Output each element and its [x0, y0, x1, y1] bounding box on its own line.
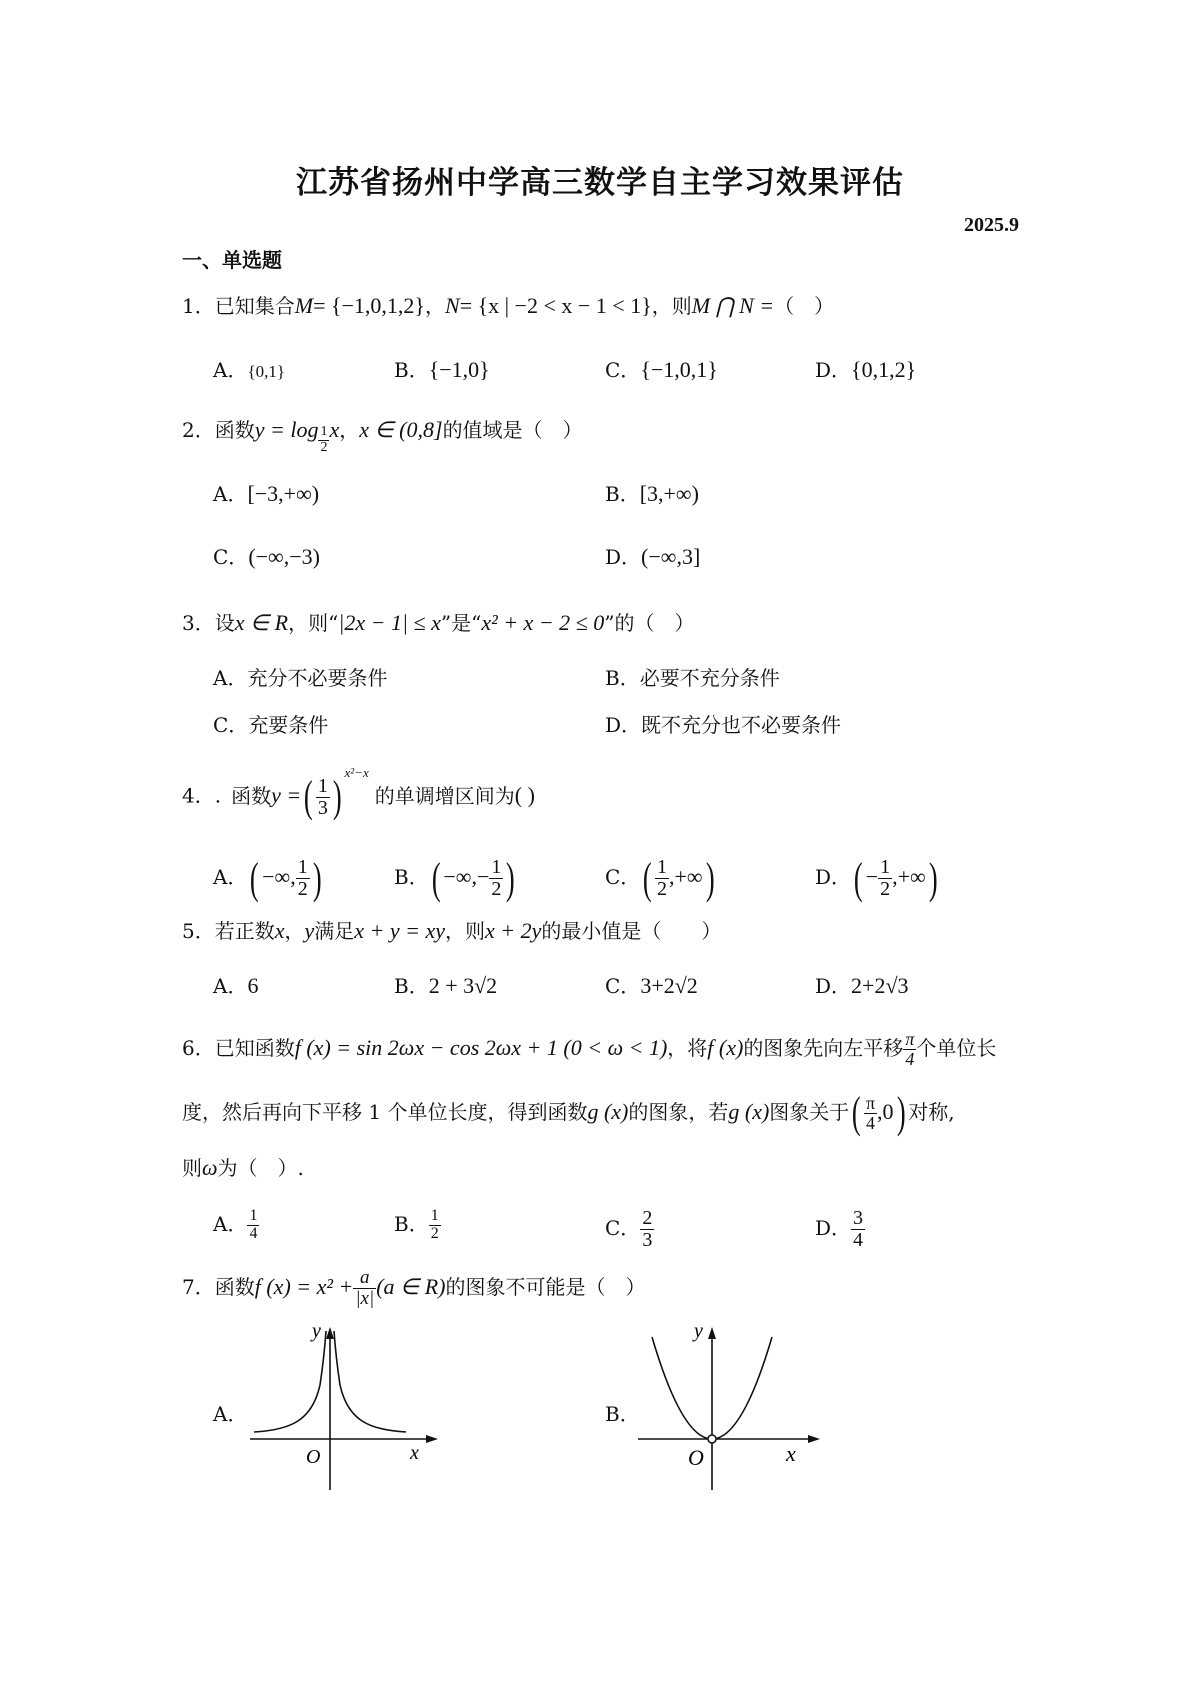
question-text: 图象关于: [769, 1099, 850, 1124]
option-b: [394, 1208, 441, 1243]
question-6-line-3: [182, 1152, 304, 1184]
question-text: ，将: [667, 1035, 708, 1060]
fraction: [429, 1208, 441, 1243]
question-1: [182, 290, 834, 322]
fraction-denominator: 2: [430, 1225, 439, 1242]
option-c: C．( $\frac{1}{2}$ ,+∞): [605, 853, 715, 903]
option-label: B．: [394, 358, 429, 382]
option-d: [605, 541, 700, 573]
option-c: [213, 541, 320, 573]
question-number: 3．: [182, 611, 215, 635]
question-text: 个单位长: [916, 1035, 997, 1060]
option-label: A．: [213, 666, 248, 690]
math-var: ω: [202, 1155, 218, 1180]
option-label: C．: [213, 545, 249, 569]
graph-option-b: [638, 1320, 823, 1490]
math-expr: y = log: [254, 417, 319, 442]
option-label: D．: [815, 865, 852, 889]
option-value: {−1,0,1}: [640, 357, 718, 382]
option-label: A．: [213, 865, 248, 889]
y-label: y: [694, 1320, 703, 1342]
question-text: ，则: [651, 294, 692, 318]
fraction-numerator: π: [905, 1029, 915, 1049]
question-text: 函数: [214, 1274, 255, 1299]
fraction-denominator: 4: [905, 1048, 915, 1069]
question-text: 函数: [231, 783, 272, 808]
option-value: ,+∞: [668, 864, 703, 889]
math-expr: x ∈ R: [234, 610, 289, 635]
fraction-numerator: 1: [320, 424, 328, 440]
math-expr: f (x) = sin 2ωx − cos 2ωx + 1 (0 < ω < 1): [294, 1034, 668, 1060]
math-domain: x ∈ (0,8]: [359, 417, 443, 442]
math-var: N: [445, 293, 460, 318]
option-label: B．: [394, 1212, 429, 1236]
math-expr: g (x): [728, 1098, 770, 1124]
math-expr: f (x) = x² +: [254, 1273, 354, 1299]
question-6-line-1: [182, 1030, 996, 1069]
y-label: y: [312, 1320, 321, 1342]
option-d: D．( − $\frac{1}{2}$ ,+∞): [815, 853, 938, 903]
fraction-numerator: 1: [317, 774, 328, 797]
option-c: [605, 970, 698, 1002]
fraction-denominator: 2: [320, 440, 328, 455]
option-b: B．: [605, 1402, 640, 1426]
question-text: ，则: [445, 919, 486, 943]
question-text: 的单调增区间为: [374, 783, 515, 808]
fraction-numerator: 2: [642, 1207, 653, 1229]
option-label: C．: [213, 713, 249, 737]
math-var: x: [274, 918, 285, 943]
option-value: −: [865, 864, 879, 889]
question-7: [182, 1268, 645, 1309]
graph-option-a: [250, 1320, 440, 1490]
question-text: 为（ ）.: [217, 1156, 304, 1180]
math-condition: (a ∈ R): [376, 1273, 446, 1299]
option-label: C．: [605, 974, 641, 998]
question-text: ”的（ ）: [604, 611, 695, 635]
option-b: [605, 478, 699, 510]
fraction-numerator: 1: [430, 1207, 439, 1225]
question-text: 对称,: [908, 1099, 955, 1124]
fraction: [903, 1030, 916, 1069]
fraction: [353, 1268, 376, 1309]
option-c: [605, 1208, 654, 1251]
option-value: 6: [247, 973, 259, 998]
fraction-numerator: π: [865, 1093, 876, 1113]
paren-left: (: [304, 772, 313, 822]
question-text: 已知集合: [214, 294, 295, 318]
x-label: x: [786, 1441, 796, 1466]
fraction-denominator: 3: [317, 796, 328, 819]
fraction-numerator: 1: [297, 856, 308, 878]
question-6-line-2: 度，然后再向下平移 1 个单位长度，得到函数g (x)的图象，若g (x)图象关于( $\frac{\pi}{4}$ ,0) 对称,: [182, 1088, 955, 1138]
answer-blank: ( ): [514, 782, 535, 808]
exponent: x²−x: [344, 765, 369, 780]
option-label: C．: [605, 358, 641, 382]
option-value: 2 + 3√2: [428, 973, 498, 998]
question-text: 若正数: [214, 919, 275, 943]
fraction: [296, 857, 310, 900]
question-number: 6．: [182, 1035, 215, 1060]
y-axis-arrow: [326, 1327, 334, 1339]
section-heading: 一、单选题: [182, 248, 282, 272]
question-number: 1．: [182, 294, 215, 318]
fraction: [878, 857, 892, 900]
fraction-denominator: 3: [642, 1229, 653, 1251]
question-text: 度，然后再向下平移 1 个单位长度，得到函数: [182, 1099, 588, 1124]
math-var: M: [294, 293, 314, 318]
option-value: {−1,0}: [428, 357, 490, 382]
origin-label: O: [306, 1446, 321, 1468]
math-var: y: [304, 918, 315, 943]
exam-date: 2025.9: [964, 214, 1019, 236]
option-a: [213, 662, 387, 694]
question-text: 函数: [214, 418, 255, 442]
fraction: [247, 1208, 259, 1243]
fraction-numerator: 1: [656, 856, 667, 878]
math-expr: f (x): [707, 1034, 744, 1060]
x-axis-arrow: [426, 1435, 438, 1443]
option-a: [213, 478, 319, 510]
question-text: 的图象不可能是（ ）: [445, 1274, 646, 1299]
answer-blank: （ ）: [774, 294, 835, 318]
option-value: ,+∞: [892, 864, 926, 889]
fraction: [864, 1094, 877, 1133]
math-expr: g (x): [587, 1098, 629, 1124]
question-text: ，则“: [288, 611, 339, 635]
option-value: [−3,+∞): [247, 481, 320, 506]
option-label: C．: [605, 1216, 641, 1240]
punct: ，: [339, 418, 360, 442]
math-var: x: [329, 417, 340, 442]
fraction: [851, 1208, 865, 1251]
option-b: [394, 970, 497, 1002]
math-condition: |2x − 1| ≤ x: [338, 610, 441, 635]
question-number: 4．.: [182, 783, 222, 808]
question-number: 2．: [182, 418, 215, 442]
question-number: 7．: [182, 1274, 215, 1299]
option-label: D．: [815, 1216, 852, 1240]
fraction: [655, 857, 669, 900]
option-value: −∞,−: [443, 864, 490, 889]
fraction-denominator: 2: [297, 878, 308, 900]
question-text: 的最小值是（ ）: [541, 919, 722, 943]
option-value: 既不充分也不必要条件: [641, 713, 842, 737]
paren-right: ): [332, 772, 342, 822]
question-text: 的图象先向左平移: [743, 1035, 904, 1060]
option-value: 必要不充分条件: [639, 666, 780, 690]
x-label: x: [410, 1442, 419, 1464]
fraction-denominator: 4: [249, 1225, 258, 1242]
question-text: 设: [214, 611, 235, 635]
question-text: 的值域是（ ）: [442, 418, 583, 442]
option-c: [605, 354, 718, 386]
math-expr: x + y = xy: [354, 918, 446, 943]
option-value: (−∞,−3): [248, 544, 320, 569]
option-value: 3+2√2: [640, 973, 698, 998]
math-expr: x + 2y: [485, 918, 542, 943]
option-d: [815, 970, 909, 1002]
math-expr: y =: [271, 782, 302, 808]
curve-left-branch: [254, 1331, 326, 1432]
question-text: ”是“: [440, 611, 482, 635]
fraction-denominator: 4: [866, 1112, 875, 1133]
punct: ，: [425, 294, 445, 318]
option-value: 充要条件: [248, 713, 329, 737]
fraction: [489, 857, 503, 900]
question-5: [182, 915, 721, 947]
question-4: [182, 765, 535, 822]
option-label: A．: [213, 482, 248, 506]
option-a: [213, 354, 285, 388]
option-label: B．: [605, 666, 640, 690]
question-number: 5．: [182, 919, 215, 943]
question-text: 满足: [314, 919, 355, 943]
page-title: 江苏省扬州中学高三数学自主学习效果评估: [296, 165, 904, 201]
option-value: {0,1,2}: [851, 357, 917, 382]
option-value: {0,1}: [247, 362, 286, 381]
option-b: [394, 354, 490, 386]
fraction-denominator: 2: [656, 878, 667, 900]
option-b: B．( −∞,− $\frac{1}{2}$ ): [394, 853, 516, 903]
option-value: 充分不必要条件: [247, 666, 388, 690]
option-label: A．: [213, 358, 248, 382]
fraction: [316, 776, 330, 819]
question-text: 已知函数: [214, 1035, 295, 1060]
question-text: 则: [182, 1156, 202, 1180]
fraction-numerator: 1: [491, 856, 502, 878]
option-a: A．: [213, 1402, 248, 1426]
fraction-numerator: a: [353, 1268, 376, 1289]
option-c: [213, 709, 328, 741]
option-value: [3,+∞): [639, 481, 699, 506]
curve-right-branch: [334, 1331, 406, 1432]
y-axis-arrow: [708, 1327, 716, 1339]
option-label: A．: [213, 1212, 248, 1236]
x-axis-arrow: [808, 1435, 820, 1443]
option-label: D．: [605, 545, 642, 569]
fraction-denominator: 2: [880, 878, 891, 900]
option-label: D．: [605, 713, 642, 737]
option-label: B．: [394, 865, 429, 889]
option-label: D．: [815, 974, 852, 998]
option-value: (−∞,3]: [641, 544, 701, 569]
option-a: A．( −∞, $\frac{1}{2}$ ): [213, 853, 322, 903]
option-value: −∞,: [262, 864, 296, 889]
fraction-numerator: 3: [853, 1207, 864, 1229]
option-label: B．: [394, 974, 429, 998]
question-3: [182, 607, 694, 639]
option-d: [605, 709, 841, 741]
log-base: [318, 425, 329, 455]
option-d: [815, 1208, 865, 1251]
math-set: = {−1,0,1,2}: [313, 293, 425, 318]
option-a: [213, 1208, 259, 1243]
fraction-denominator: 4: [853, 1229, 864, 1251]
option-label: A．: [213, 974, 248, 998]
option-label: C．: [605, 865, 641, 889]
fraction-denominator: 2: [491, 878, 502, 900]
fraction-denominator: |x|: [355, 1287, 375, 1309]
open-point: [708, 1435, 716, 1443]
fraction-numerator: 1: [249, 1207, 258, 1225]
option-b: [605, 662, 780, 694]
option-label: B．: [605, 482, 640, 506]
option-d: [815, 354, 916, 386]
question-2: [182, 414, 583, 456]
math-condition: x² + x − 2 ≤ 0: [481, 610, 605, 635]
fraction-numerator: 1: [880, 856, 891, 878]
punct: ，: [284, 919, 305, 943]
question-text: 的图象，若: [628, 1099, 729, 1124]
option-value: 2+2√3: [851, 973, 909, 998]
math-expr: M ⋂ N =: [691, 293, 775, 318]
option-a: [213, 970, 258, 1002]
option-label: D．: [815, 358, 852, 382]
origin-label: O: [688, 1445, 704, 1470]
math-expr: ,0: [877, 1098, 894, 1124]
math-set: = {x | −2 < x − 1 < 1}: [459, 293, 652, 318]
fraction: [640, 1208, 654, 1251]
